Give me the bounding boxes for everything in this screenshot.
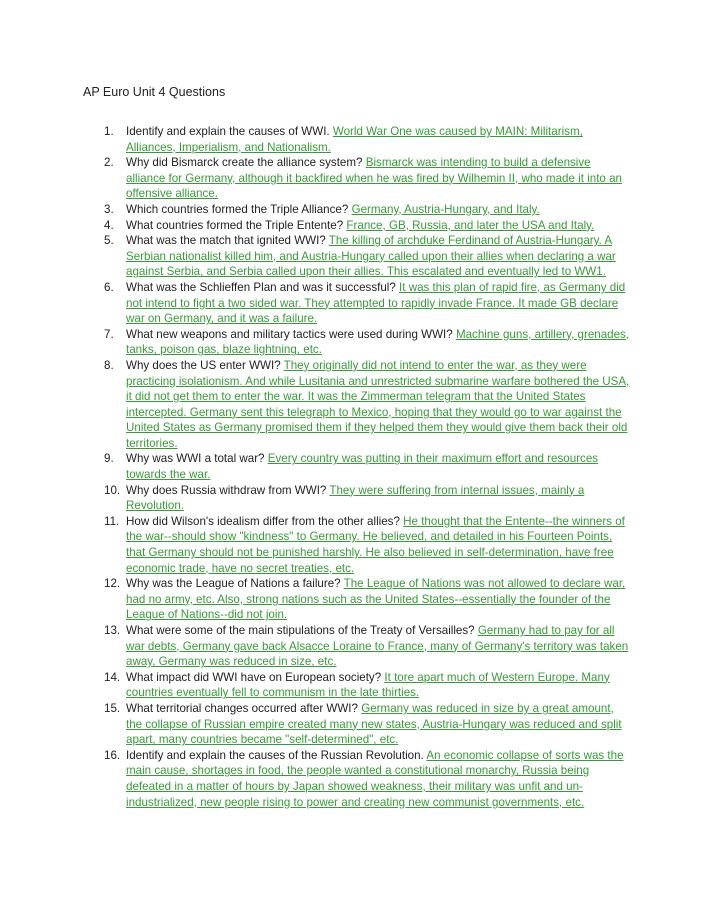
question-text: What new weapons and military tactics were used during WWI? bbox=[126, 327, 453, 341]
question-number: 9. bbox=[104, 452, 114, 466]
question-item bbox=[0, 670, 714, 701]
answer-text: France, GB, Russia, and later the USA and Italy. bbox=[346, 218, 595, 232]
question-number: 3. bbox=[104, 202, 114, 216]
question-number: 1. bbox=[104, 125, 114, 138]
question-text: What was the match that ignited WWI? bbox=[126, 234, 326, 248]
question-text: Identify and explain the causes of the Russian Revolution. bbox=[126, 748, 424, 762]
question-item bbox=[0, 701, 714, 748]
document-title: AP Euro Unit 4 Questions bbox=[83, 85, 226, 99]
question-number: 4. bbox=[104, 218, 114, 232]
answer-text: They originally did not intend to enter the war, as they were practicing isolationism. And while Lusitania and unrestricted submarine warfare bothered the USA, it did not get them to enter the war. It was the Zimmerman telegram that the United States intercepted. Germany sent this telegraph to Mexico, hoping that they would go to war against the United States as Germany promised them if they helped them they would give them back their old territories. bbox=[126, 358, 630, 450]
question-item bbox=[0, 327, 714, 358]
question-item bbox=[0, 576, 714, 623]
question-text: Why was WWI a total war? bbox=[126, 452, 265, 466]
question-list bbox=[0, 124, 714, 810]
answer-text: An economic collapse of sorts was the main cause, shortages in food, the people wanted a constitutional monarchy, Russia being defeated in a matter of hours by Japan showed weakness, their military was unfit and un-industrialized, new people rising to power and creating new communist governments, etc. bbox=[126, 748, 624, 809]
question-item bbox=[0, 280, 714, 327]
question-text: How did Wilson's idealism differ from the other allies? bbox=[126, 514, 400, 528]
answer-text: Machine guns, artillery, grenades, tanks, poison gas, blaze lightning, etc. bbox=[126, 327, 630, 357]
question-text: What was the Schlieffen Plan and was it successful? bbox=[126, 280, 396, 294]
question-number: 6. bbox=[104, 280, 114, 294]
question-number: 11. bbox=[104, 514, 120, 528]
question-item bbox=[0, 124, 714, 155]
answer-text: Bismarck was intending to build a defensive alliance for Germany, although it backfired when he was fired by Wilhemin II, who made it into an offensive alliance. bbox=[126, 156, 622, 201]
question-text: Why does Russia withdraw from WWI? bbox=[126, 483, 327, 497]
question-text: Which countries formed the Triple Alliance? bbox=[126, 202, 349, 216]
answer-text: Germany was reduced in size by a great amount, the collapse of Russian empire created many new states, Austria-Hungary was reduced and split apart, many countries became "self-determined", etc. bbox=[126, 701, 622, 747]
question-text: What were some of the main stipulations of the Treaty of Versailles? bbox=[126, 624, 475, 637]
question-item bbox=[0, 451, 714, 482]
question-number: 2. bbox=[104, 156, 114, 170]
question-item bbox=[0, 483, 714, 514]
answer-text: Germany, Austria-Hungary, and Italy. bbox=[351, 202, 540, 216]
question-item bbox=[0, 358, 714, 452]
question-number: 14. bbox=[104, 670, 121, 684]
question-item bbox=[0, 623, 714, 670]
question-item bbox=[0, 233, 714, 280]
question-item bbox=[0, 202, 714, 218]
question-text: What territorial changes occurred after WWI? bbox=[126, 701, 358, 715]
answer-text: The League of Nations was not allowed to declare war, had no army, etc. Also, strong nations such as the United States--essentially the founder of the League of Nations--did not join. bbox=[126, 577, 626, 622]
answer-text: They were suffering from internal issues, mainly a Revolution. bbox=[126, 483, 585, 513]
question-text: Why did Bismarck create the alliance system? bbox=[126, 156, 363, 170]
answer-text: It tore apart much of Western Europe. Many countries eventually fell to communism in the late thirties. bbox=[126, 670, 610, 700]
answer-text: The killing of archduke Ferdinand of Austria-Hungary. A Serbian nationalist killed him, and Austria-Hungary called upon their allies when declaring a war against Serbia, and Serbia called upon their allies. This escalated and eventually led to WW1. bbox=[126, 234, 616, 279]
answer-text: It was this plan of rapid fire, as Germany did not intend to fight a two sided war. They attempted to rapidly invade France. It made GB declare war on Germany, and it was a failure. bbox=[126, 280, 626, 326]
answer-text: World War One was caused by MAIN: Militarism, Alliances, Imperialism, and Nationalism. bbox=[126, 125, 583, 154]
question-text: Why was the League of Nations a failure? bbox=[126, 577, 341, 591]
question-number: 10. bbox=[104, 483, 121, 497]
question-number: 8. bbox=[104, 358, 114, 372]
answer-text: Every country was putting in their maximum effort and resources towards the war. bbox=[126, 452, 599, 482]
answer-text: He thought that the Entente--the winners of the war--should show "kindness" to Germany. He believed, and detailed in his Fourteen Points, that Germany should not be punished harshly. He also believed in self-determination, have free economic trade, have no secret treaties, etc. bbox=[126, 514, 625, 575]
question-number: 5. bbox=[104, 234, 114, 248]
question-text: Why does the US enter WWI? bbox=[126, 358, 281, 372]
question-item bbox=[0, 514, 714, 576]
question-item bbox=[0, 218, 714, 234]
question-number: 13. bbox=[104, 624, 121, 637]
question-text: Identify and explain the causes of WWI. bbox=[126, 125, 330, 138]
question-text: What countries formed the Triple Entente? bbox=[126, 218, 344, 232]
question-item bbox=[0, 748, 714, 810]
question-number: 7. bbox=[104, 327, 114, 341]
answer-text: Germany had to pay for all war debts, Germany gave back Alsacce Loraine to France, many of Germany's territory was taken away, Germany was reduced in size, etc. bbox=[126, 624, 629, 669]
question-number: 15. bbox=[104, 701, 121, 715]
question-text: What impact did WWI have on European society? bbox=[126, 670, 382, 684]
question-item bbox=[0, 155, 714, 202]
question-number: 12. bbox=[104, 577, 121, 591]
question-number: 16. bbox=[104, 748, 121, 762]
